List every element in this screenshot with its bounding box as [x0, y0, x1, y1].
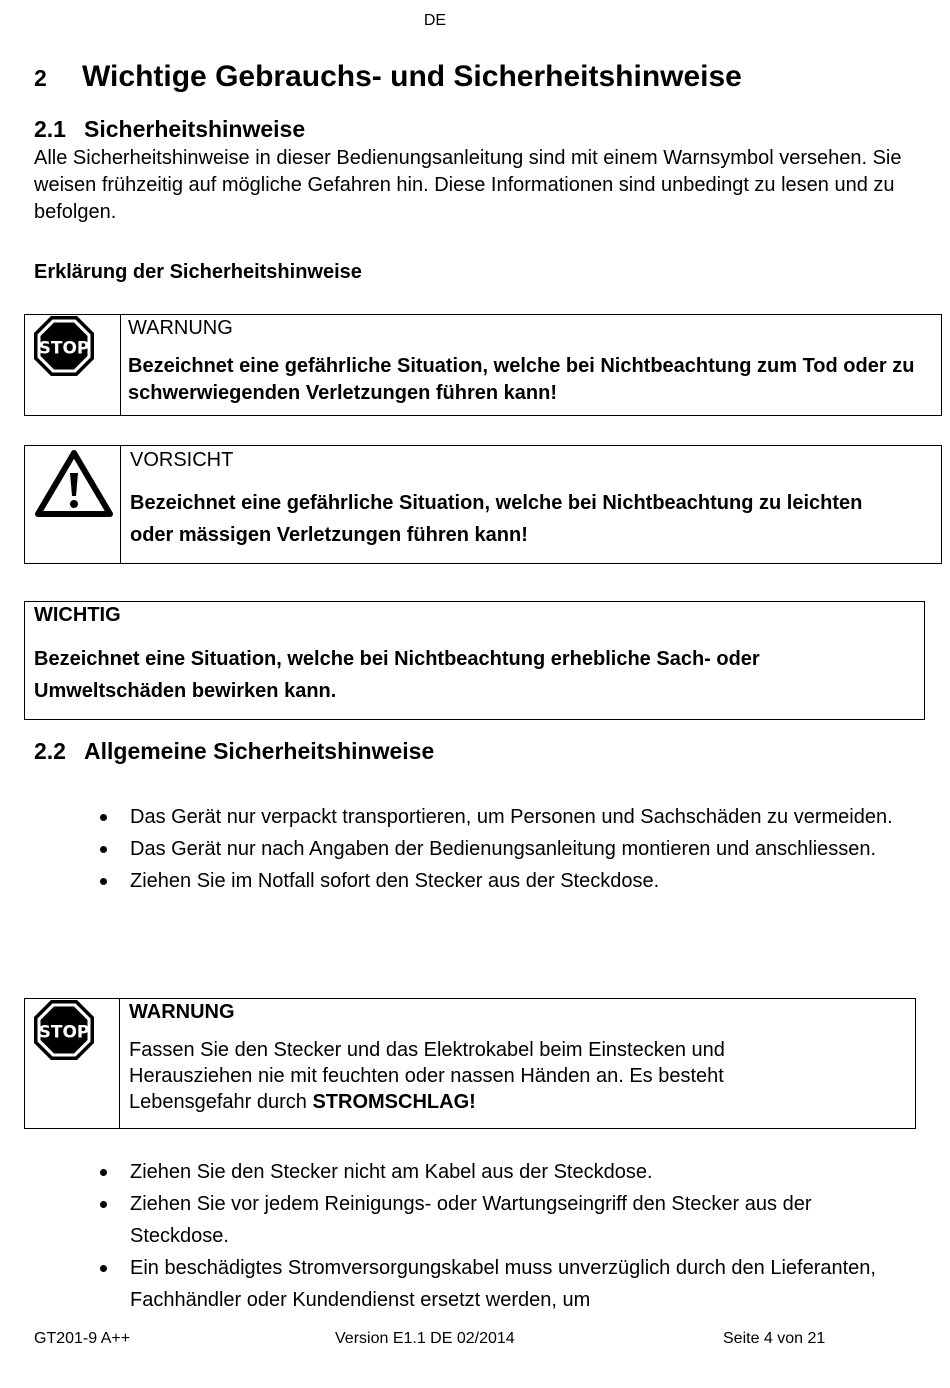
warning-notice-box — [24, 314, 942, 416]
section-2-2-number: 2.2 — [34, 738, 66, 764]
explanation-heading: Erklärung der Sicherheitshinweise — [34, 261, 362, 283]
electric-shock-warning-box — [24, 998, 916, 1129]
section-2-1-title: Sicherheitshinweise — [84, 116, 306, 142]
caution-notice-box — [24, 445, 942, 564]
svg-text:STOP: STOP — [38, 338, 90, 359]
important-title: WICHTIG — [34, 604, 121, 626]
warning-text: Fassen Sie den Stecker und das Elektrokabel beim Einstecken und Herausziehen nie mit feuchten oder nassen Händen an. Es besteht Lebensgefahr durch — [129, 1039, 725, 1113]
language-code: DE — [423, 12, 447, 29]
section-2-2-title: Allgemeine Sicherheitshinweise — [84, 738, 435, 764]
section-2-1-number: 2.1 — [34, 116, 66, 142]
section-2-1-heading — [34, 116, 305, 143]
list-item: Ziehen Sie den Stecker nicht am Kabel aus der Steckdose. — [34, 1156, 910, 1188]
warning-triangle-icon — [34, 449, 114, 519]
footer-page-number: Seite 4 von 21 — [723, 1330, 826, 1347]
warning-description: Bezeichnet eine gefährliche Situation, welche bei Nichtbeachtung zum Tod oder zu schwerwiegenden Verletzungen führen kann! — [128, 355, 915, 404]
section-2-title: Wichtige Gebrauchs- und Sicherheitshinweise — [82, 60, 742, 93]
footer-model: GT201-9 A++ — [34, 1330, 131, 1347]
section-2-number: 2 — [34, 65, 47, 91]
svg-text:STOP: STOP — [38, 1022, 90, 1043]
list-item: Ziehen Sie im Notfall sofort den Stecker aus der Steckdose. — [34, 865, 910, 897]
plug-safety-list — [34, 1156, 910, 1316]
caution-icon-cell — [25, 446, 121, 563]
general-safety-list — [34, 801, 910, 897]
caution-description: Bezeichnet eine gefährliche Situation, welche bei Nichtbeachtung zu leichten oder mässigen Verletzungen führen kann! — [130, 492, 863, 546]
list-item: Ziehen Sie vor jedem Reinigungs- oder Wartungseingriff den Stecker aus der Steckdose. — [34, 1188, 910, 1252]
warning-description — [129, 1037, 849, 1115]
stop-sign-icon — [33, 999, 95, 1061]
list-item: Das Gerät nur verpackt transportieren, um Personen und Sachschäden zu vermeiden. — [34, 801, 910, 833]
warning-title: WARNUNG — [128, 317, 233, 339]
safety-intro-paragraph: Alle Sicherheitshinweise in dieser Bedienungsanleitung sind mit einem Warnsymbol versehen. Sie weisen frühzeitig auf mögliche Gefahren hin. Diese Informationen sind unbedingt zu lesen und zu befolgen. — [34, 147, 902, 223]
important-description: Bezeichnet eine Situation, welche bei Nichtbeachtung erhebliche Sach- oder Umweltschäden bewirken kann. — [34, 648, 760, 702]
list-item: Das Gerät nur nach Angaben der Bedienungsanleitung montieren und anschliessen. — [34, 833, 910, 865]
warning-icon-cell — [25, 999, 120, 1128]
list-item: Ein beschädigtes Stromversorgungskabel muss unverzüglich durch den Lieferanten, Fachhändler oder Kundendienst ersetzt werden, um — [34, 1252, 910, 1316]
warning-emphasis: STROMSCHLAG! — [312, 1091, 476, 1113]
warning-icon-cell — [25, 315, 121, 415]
section-2-heading — [34, 60, 742, 94]
stop-sign-icon — [33, 315, 95, 377]
section-2-2-heading — [34, 738, 434, 765]
caution-title: VORSICHT — [130, 449, 234, 471]
footer-version: Version E1.1 DE 02/2014 — [335, 1330, 515, 1347]
important-notice-box — [24, 601, 925, 720]
warning-title: WARNUNG — [129, 1001, 235, 1023]
